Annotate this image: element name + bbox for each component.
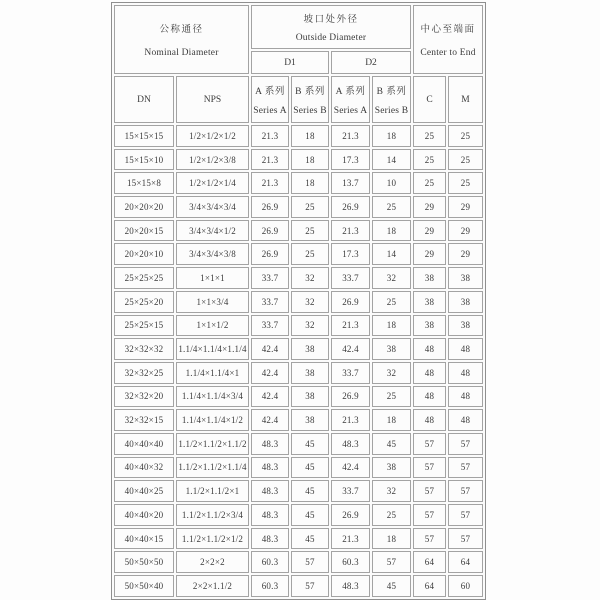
cell-d2-series-b: 38	[372, 457, 411, 479]
table-row	[114, 504, 483, 526]
cell-dn: 40×40×20	[114, 504, 174, 526]
cell-m: 29	[448, 220, 483, 242]
cell-nps: 1.1/2×1.1/2×3/4	[176, 504, 249, 526]
header-outside-diameter	[251, 5, 411, 49]
header-d2-series-b-en: Series B	[374, 106, 409, 116]
cell-dn: 20×20×20	[114, 196, 174, 218]
cell-d1-series-a: 48.3	[251, 457, 289, 479]
cell-d1-series-b: 38	[291, 362, 329, 384]
cell-d1-series-a: 21.3	[251, 172, 289, 194]
fitting-dimensions-table	[111, 2, 486, 600]
header-c: C	[413, 76, 446, 123]
cell-d1-series-a: 48.3	[251, 504, 289, 526]
cell-d1-series-b: 45	[291, 457, 329, 479]
cell-m: 48	[448, 362, 483, 384]
header-outside-diameter-zh: 坡口处外径	[303, 15, 359, 25]
cell-d1-series-a: 21.3	[251, 125, 289, 147]
cell-d1-series-b: 18	[291, 172, 329, 194]
header-center-to-end-en: Center to End	[420, 48, 476, 58]
header-nps: NPS	[176, 76, 249, 123]
cell-m: 57	[448, 480, 483, 502]
header-d1-series-a-en: Series A	[253, 106, 287, 116]
cell-d2-series-a: 26.9	[331, 291, 370, 313]
cell-d1-series-b: 38	[291, 409, 329, 431]
cell-c: 38	[413, 315, 446, 337]
cell-nps: 3/4×3/4×1/2	[176, 220, 249, 242]
cell-d1-series-b: 18	[291, 149, 329, 171]
cell-m: 48	[448, 338, 483, 360]
cell-d2-series-a: 21.3	[331, 220, 370, 242]
header-d1-series-b-en: Series B	[293, 106, 327, 116]
cell-nps: 1.1/2×1.1/2×1/2	[176, 528, 249, 550]
cell-d2-series-a: 26.9	[331, 196, 370, 218]
cell-m: 60	[448, 575, 483, 597]
cell-d2-series-b: 18	[372, 409, 411, 431]
header-nominal-diameter	[114, 5, 249, 74]
cell-d2-series-b: 14	[372, 149, 411, 171]
cell-d2-series-b: 38	[372, 338, 411, 360]
cell-d1-series-b: 38	[291, 338, 329, 360]
cell-d1-series-a: 60.3	[251, 551, 289, 573]
cell-nps: 1.1/2×1.1/2×1.1/2	[176, 433, 249, 455]
table-row	[114, 125, 483, 147]
cell-d2-series-b: 18	[372, 125, 411, 147]
cell-dn: 20×20×15	[114, 220, 174, 242]
cell-nps: 1.1/4×1.1/4×3/4	[176, 386, 249, 408]
table-row	[114, 362, 483, 384]
cell-d1-series-a: 60.3	[251, 575, 289, 597]
cell-dn: 15×15×8	[114, 172, 174, 194]
cell-nps: 1.1/4×1.1/4×1/2	[176, 409, 249, 431]
cell-c: 57	[413, 504, 446, 526]
cell-d1-series-b: 38	[291, 386, 329, 408]
cell-m: 25	[448, 172, 483, 194]
table-row	[114, 172, 483, 194]
cell-dn: 50×50×50	[114, 551, 174, 573]
header-dn: DN	[114, 76, 174, 123]
header-d2: D2	[331, 51, 411, 74]
cell-dn: 15×15×10	[114, 149, 174, 171]
cell-d1-series-a: 21.3	[251, 149, 289, 171]
cell-d2-series-b: 25	[372, 291, 411, 313]
cell-d2-series-b: 45	[372, 433, 411, 455]
cell-c: 29	[413, 243, 446, 265]
cell-m: 57	[448, 504, 483, 526]
cell-c: 48	[413, 386, 446, 408]
cell-d2-series-a: 48.3	[331, 433, 370, 455]
cell-d1-series-a: 33.7	[251, 291, 289, 313]
cell-m: 25	[448, 149, 483, 171]
cell-d1-series-b: 18	[291, 125, 329, 147]
cell-d2-series-b: 10	[372, 172, 411, 194]
cell-d1-series-b: 32	[291, 267, 329, 289]
cell-nps: 3/4×3/4×3/4	[176, 196, 249, 218]
cell-nps: 1×1×3/4	[176, 291, 249, 313]
cell-d2-series-b: 14	[372, 243, 411, 265]
cell-d2-series-a: 48.3	[331, 575, 370, 597]
header-d2-series-a-zh: A 系列	[335, 87, 366, 97]
cell-d1-series-a: 48.3	[251, 528, 289, 550]
cell-m: 29	[448, 243, 483, 265]
cell-d2-series-a: 33.7	[331, 267, 370, 289]
cell-d2-series-b: 18	[372, 528, 411, 550]
cell-nps: 1/2×1/2×3/8	[176, 149, 249, 171]
cell-d1-series-a: 42.4	[251, 409, 289, 431]
cell-c: 48	[413, 362, 446, 384]
cell-dn: 40×40×25	[114, 480, 174, 502]
cell-dn: 20×20×10	[114, 243, 174, 265]
table-row	[114, 409, 483, 431]
cell-d2-series-a: 21.3	[331, 409, 370, 431]
cell-d1-series-a: 33.7	[251, 267, 289, 289]
table-row	[114, 528, 483, 550]
table-row	[114, 243, 483, 265]
header-row-groups	[114, 5, 483, 49]
cell-d2-series-b: 57	[372, 551, 411, 573]
cell-m: 38	[448, 291, 483, 313]
cell-c: 48	[413, 338, 446, 360]
cell-d1-series-b: 45	[291, 504, 329, 526]
cell-m: 38	[448, 315, 483, 337]
cell-nps: 3/4×3/4×3/8	[176, 243, 249, 265]
table-row	[114, 480, 483, 502]
cell-d1-series-a: 42.4	[251, 386, 289, 408]
table-row	[114, 338, 483, 360]
table-row	[114, 386, 483, 408]
table-row	[114, 149, 483, 171]
cell-d1-series-b: 32	[291, 315, 329, 337]
cell-d2-series-b: 32	[372, 480, 411, 502]
cell-c: 57	[413, 480, 446, 502]
cell-dn: 32×32×15	[114, 409, 174, 431]
cell-m: 48	[448, 386, 483, 408]
cell-d1-series-a: 42.4	[251, 362, 289, 384]
header-nominal-diameter-zh: 公称通径	[159, 25, 204, 35]
cell-nps: 1.1/4×1.1/4×1	[176, 362, 249, 384]
table-row	[114, 551, 483, 573]
cell-m: 25	[448, 125, 483, 147]
cell-dn: 32×32×32	[114, 338, 174, 360]
cell-m: 48	[448, 409, 483, 431]
cell-d1-series-a: 26.9	[251, 220, 289, 242]
cell-nps: 2×2×1.1/2	[176, 575, 249, 597]
cell-d2-series-b: 32	[372, 267, 411, 289]
cell-dn: 25×25×20	[114, 291, 174, 313]
cell-d2-series-b: 18	[372, 315, 411, 337]
cell-m: 57	[448, 433, 483, 455]
table-row	[114, 291, 483, 313]
table-body	[114, 125, 483, 597]
header-d1-series-b	[291, 76, 329, 123]
cell-nps: 1×1×1/2	[176, 315, 249, 337]
cell-dn: 25×25×15	[114, 315, 174, 337]
cell-d2-series-b: 25	[372, 504, 411, 526]
cell-d1-series-b: 32	[291, 291, 329, 313]
header-d2-series-a-en: Series A	[333, 106, 368, 116]
cell-m: 64	[448, 551, 483, 573]
cell-d2-series-b: 25	[372, 196, 411, 218]
cell-d1-series-b: 57	[291, 551, 329, 573]
cell-d2-series-a: 13.7	[331, 172, 370, 194]
cell-c: 38	[413, 291, 446, 313]
cell-d2-series-a: 26.9	[331, 386, 370, 408]
cell-nps: 1×1×1	[176, 267, 249, 289]
cell-d1-series-b: 45	[291, 433, 329, 455]
cell-d1-series-b: 45	[291, 528, 329, 550]
cell-d1-series-b: 45	[291, 480, 329, 502]
cell-d2-series-a: 17.3	[331, 149, 370, 171]
cell-c: 57	[413, 528, 446, 550]
cell-d2-series-a: 33.7	[331, 480, 370, 502]
cell-c: 57	[413, 433, 446, 455]
cell-d2-series-a: 17.3	[331, 243, 370, 265]
cell-c: 25	[413, 172, 446, 194]
cell-d1-series-a: 48.3	[251, 480, 289, 502]
table-row	[114, 315, 483, 337]
header-row-columns	[114, 76, 483, 123]
cell-d1-series-a: 42.4	[251, 338, 289, 360]
cell-d2-series-b: 45	[372, 575, 411, 597]
cell-c: 64	[413, 575, 446, 597]
header-nominal-diameter-en: Nominal Diameter	[144, 48, 219, 58]
cell-d1-series-a: 48.3	[251, 433, 289, 455]
header-m: M	[448, 76, 483, 123]
header-d2-series-b-zh: B 系列	[376, 87, 407, 97]
table-row	[114, 433, 483, 455]
cell-dn: 50×50×40	[114, 575, 174, 597]
cell-nps: 1.1/4×1.1/4×1.1/4	[176, 338, 249, 360]
cell-c: 25	[413, 125, 446, 147]
table-row	[114, 267, 483, 289]
cell-c: 57	[413, 457, 446, 479]
table-row	[114, 457, 483, 479]
cell-nps: 1.1/2×1.1/2×1	[176, 480, 249, 502]
cell-d2-series-a: 21.3	[331, 315, 370, 337]
table-row	[114, 196, 483, 218]
header-d1-series-a	[251, 76, 289, 123]
cell-d2-series-a: 21.3	[331, 528, 370, 550]
cell-d1-series-b: 25	[291, 196, 329, 218]
cell-c: 48	[413, 409, 446, 431]
cell-c: 29	[413, 220, 446, 242]
cell-d2-series-a: 33.7	[331, 362, 370, 384]
cell-d1-series-b: 57	[291, 575, 329, 597]
cell-d2-series-a: 42.4	[331, 457, 370, 479]
header-d1-series-b-zh: B 系列	[295, 87, 325, 97]
cell-d1-series-a: 26.9	[251, 243, 289, 265]
cell-m: 29	[448, 196, 483, 218]
header-d2-series-b	[372, 76, 411, 123]
cell-nps: 1/2×1/2×1/4	[176, 172, 249, 194]
table-row	[114, 575, 483, 597]
cell-nps: 1.1/2×1.1/2×1.1/4	[176, 457, 249, 479]
cell-d1-series-b: 25	[291, 243, 329, 265]
header-center-to-end-zh: 中心至端面	[420, 25, 476, 35]
header-d1-series-a-zh: A 系列	[255, 87, 285, 97]
cell-dn: 40×40×32	[114, 457, 174, 479]
cell-dn: 40×40×15	[114, 528, 174, 550]
cell-dn: 25×25×25	[114, 267, 174, 289]
cell-c: 25	[413, 149, 446, 171]
header-center-to-end	[413, 5, 483, 74]
cell-c: 29	[413, 196, 446, 218]
cell-c: 64	[413, 551, 446, 573]
cell-nps: 2×2×2	[176, 551, 249, 573]
cell-d2-series-a: 42.4	[331, 338, 370, 360]
table-row	[114, 220, 483, 242]
cell-d2-series-b: 32	[372, 362, 411, 384]
cell-c: 38	[413, 267, 446, 289]
header-outside-diameter-en: Outside Diameter	[295, 33, 367, 43]
cell-m: 38	[448, 267, 483, 289]
cell-d2-series-b: 25	[372, 386, 411, 408]
header-d2-series-a	[331, 76, 370, 123]
cell-m: 57	[448, 457, 483, 479]
cell-d2-series-b: 18	[372, 220, 411, 242]
cell-m: 57	[448, 528, 483, 550]
cell-d1-series-a: 33.7	[251, 315, 289, 337]
header-d1: D1	[251, 51, 329, 74]
cell-dn: 32×32×20	[114, 386, 174, 408]
cell-d2-series-a: 26.9	[331, 504, 370, 526]
cell-d1-series-b: 25	[291, 220, 329, 242]
cell-nps: 1/2×1/2×1/2	[176, 125, 249, 147]
cell-d1-series-a: 26.9	[251, 196, 289, 218]
cell-dn: 15×15×15	[114, 125, 174, 147]
cell-d2-series-a: 60.3	[331, 551, 370, 573]
cell-dn: 32×32×25	[114, 362, 174, 384]
cell-d2-series-a: 21.3	[331, 125, 370, 147]
cell-dn: 40×40×40	[114, 433, 174, 455]
